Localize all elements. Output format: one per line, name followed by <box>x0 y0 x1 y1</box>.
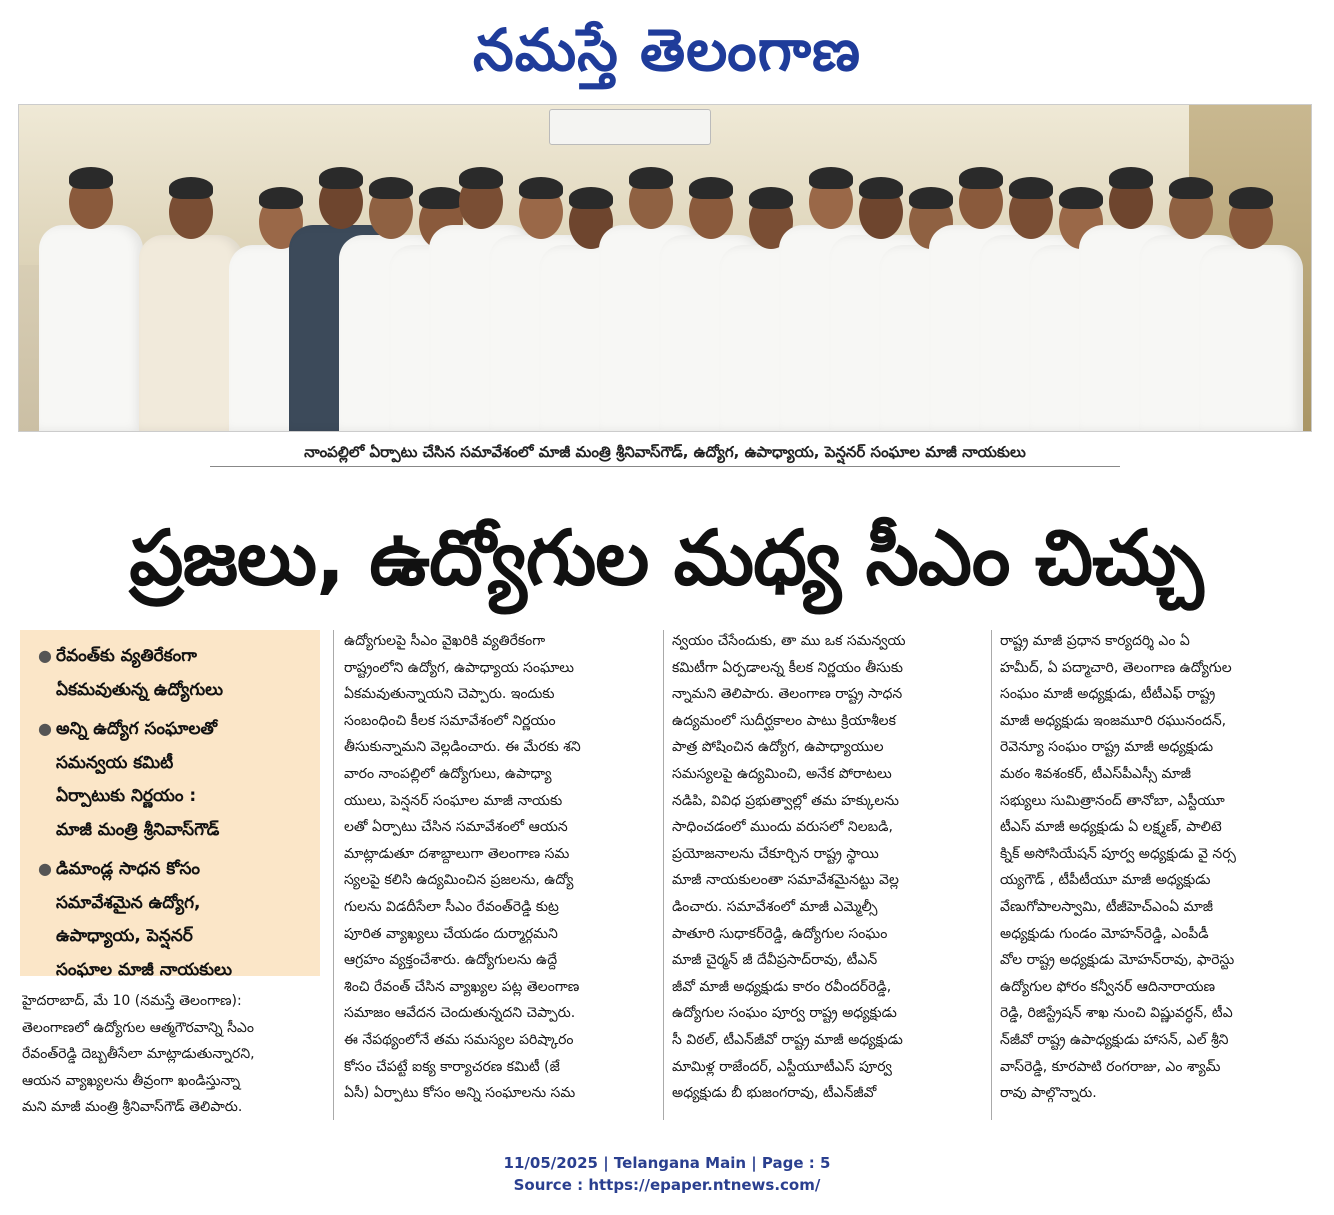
article-line: తీసుకున్నామని వెల్లడించారు. ఈ మేరకు శని <box>344 739 581 756</box>
person-hair <box>1229 187 1273 209</box>
group-photo <box>18 104 1312 432</box>
article-line: ఈ నేపథ్యంలోనే తమ సమస్యల పరిష్కారం <box>344 1031 574 1048</box>
article-line: పాత్ర పోషించిన ఉద్యోగ, ఉపాధ్యాయుల <box>672 739 884 756</box>
photo-caption: నాంపల్లిలో ఏర్పాటు చేసిన సమావేశంలో మాజీ మంత్రి శ్రీనివాస్‌గౌడ్, ఉద్యోగ, ఉపాధ్యాయ, పెన్షనర్ సంఘాల మాజీ నాయకులు <box>210 438 1120 467</box>
article-line: క్నిక్ అసోసియేషన్ పూర్వ అధ్యక్షుడు వై నర్స <box>1000 845 1236 862</box>
column-divider <box>663 630 664 1120</box>
article-line: వారం నాంపల్లిలో ఉద్యోగులు, ఉపాధ్యా <box>344 765 552 782</box>
highlight-line: సమన్వయ కమిటీ <box>56 752 174 773</box>
highlight-line: ఏకమవుతున్న ఉద్యోగులు <box>56 679 224 700</box>
person-hair <box>809 167 853 189</box>
highlight-line: అన్ని ఉద్యోగ సంఘాలతో <box>56 719 218 739</box>
article-line: సమస్యలపై ఉద్యమించి, అనేక పోరాటలు <box>672 765 892 782</box>
article-line: ఉద్యమంలో సుదీర్ఘకాలం పాటు క్రియాశీలక <box>672 712 896 729</box>
bullet-icon: ● <box>38 646 52 665</box>
article-column-3 <box>672 628 984 1107</box>
footer <box>0 1152 1334 1196</box>
article-line: సమాజం ఆవేదన చెందుతున్నదని చెప్పారు. <box>344 1005 576 1022</box>
article-line: టీఎస్ మాజీ అధ్యక్షుడు ఏ లక్ష్మణ్, పాలిటె <box>1000 819 1222 836</box>
article-line: జీవో మాజీ అధ్యక్షుడు కారం రవీందర్‌రెడ్డి, <box>672 978 892 995</box>
person-shirt <box>1199 245 1303 431</box>
person-hair <box>69 167 113 189</box>
article-line: స్యలపై కలిసి ఉద్యమించిన ప్రజలను, ఉద్యో <box>344 872 574 889</box>
article-line: లతో ఏర్పాటు చేసిన సమావేశంలో ఆయన <box>344 819 568 836</box>
article-line: న్‌జీవో రాష్ట్ర ఉపాధ్యక్షుడు హాసన్, ఎల్ శ్రీని <box>1000 1031 1229 1048</box>
article-line: అధ్యక్షుడు బీ భుజంగరావు, టీఎన్‌జీవో <box>672 1085 877 1102</box>
bullet-icon: ● <box>38 719 52 738</box>
person-shirt <box>139 235 243 431</box>
highlights-list <box>34 640 312 987</box>
masthead-title: నమస్తే తెలంగాణ <box>473 16 861 84</box>
article-line: మఠం శివశంకర్, టీఎస్‌పీఎస్సీ మాజీ <box>1000 765 1192 782</box>
highlight-line: డిమాండ్ల సాధన కోసం <box>56 859 201 879</box>
highlight-item <box>34 713 312 847</box>
highlight-line: సమావేశమైన ఉద్యోగ, <box>56 892 201 913</box>
article-column-4 <box>1000 628 1312 1107</box>
person-hair <box>569 187 613 209</box>
article-line: రెడ్డి, రిజిస్ట్రేషన్ శాఖ నుంచి విష్ణువర్ధన్, టీఎ <box>1000 1005 1233 1022</box>
article-line: మని మాజీ మంత్రి శ్రీనివాస్‌గౌడ్ తెలిపారు. <box>22 1099 243 1116</box>
article-line: ఉద్యోగుల సంఘం పూర్వ రాష్ట్ర అధ్యక్షుడు <box>672 1005 897 1022</box>
article-column-2 <box>344 628 654 1107</box>
person-hair <box>749 187 793 209</box>
column-divider <box>333 630 334 1120</box>
highlight-line: ఉపాధ్యాయ, పెన్షనర్ <box>56 926 193 946</box>
article-column-1 <box>22 988 322 1121</box>
person-hair <box>369 177 413 199</box>
person-hair <box>689 177 733 199</box>
highlight-item <box>34 640 312 707</box>
article-line: మామిళ్ల రాజేందర్, ఎస్టీయూటీఎస్ పూర్వ <box>672 1058 892 1075</box>
edition-line: 11/05/2025 | Telangana Main | Page : 5 <box>503 1154 831 1172</box>
person-hair <box>319 167 363 189</box>
person-hair <box>1009 177 1053 199</box>
source-line: Source : https://epaper.ntnews.com/ <box>513 1176 821 1194</box>
article-line: రాష్ట్ర మాజీ ప్రధాన కార్యదర్శి ఎం ఏ <box>1000 633 1190 649</box>
column-divider <box>991 630 992 1120</box>
article-line: యులు, పెన్షనర్ సంఘాల మాజీ నాయకు <box>344 792 563 809</box>
article-line: అధ్యక్షుడు గుండం మోహన్‌రెడ్డి, ఎంపీడీ <box>1000 925 1209 942</box>
article-line: రేవంత్‌రెడ్డి దెబ్బతీసేలా మాట్లాడుతున్నారని, <box>22 1046 255 1063</box>
article-line: న్వయం చేసేందుకు, తా ము ఒక సమన్వయ <box>672 633 906 649</box>
person-hair <box>459 167 503 189</box>
article-line: మాట్లాడుతూ దశాబ్దాలుగా తెలంగాణ సమ <box>344 845 570 862</box>
article-line: ఆగ్రహం వ్యక్తంచేశారు. ఉద్యోగులను ఉద్దే <box>344 952 558 969</box>
article-line: డించారు. సమావేశంలో మాజీ ఎమ్మెల్సీ <box>672 898 878 915</box>
article-line: ఏకమవుతున్నాయని చెప్పారు. ఇందుకు <box>344 686 555 703</box>
article-line: ఉద్యోగుల ఫోరం కన్వీనర్ ఆదినారాయణ <box>1000 978 1216 995</box>
article-line: వాస్‌రెడ్డి, కూరపాటి రంగరాజు, ఎం శ్యామ్ <box>1000 1058 1221 1075</box>
article-line: పూరిత వ్యాఖ్యలు చేయడం దుర్మార్గమని <box>344 925 558 942</box>
highlight-line: రేవంత్‌కు వ్యతిరేకంగా <box>56 646 197 666</box>
person-hair <box>169 177 213 199</box>
person-hair <box>859 177 903 199</box>
air-conditioner <box>549 109 711 145</box>
article-line: హమీద్, ఏ పద్మాచారి, తెలంగాణ ఉద్యోగుల <box>1000 659 1232 676</box>
article-line: ఉద్యోగులపై సీఎం వైఖరికి వ్యతిరేకంగా <box>344 633 546 649</box>
article-line: మాజీ అధ్యక్షుడు ఇంజమూరి రఘునందన్, <box>1000 712 1227 729</box>
article-line: య్యగౌడ్ , టీపీటీయూ మాజీ అధ్యక్షుడు <box>1000 872 1211 889</box>
article-line: కమిటీగా ఏర్పడాలన్న కీలక నిర్ణయం తీసుకు <box>672 659 904 676</box>
article-line: న్నామని తెలిపారు. తెలంగాణ రాష్ట్ర సాధన <box>672 686 903 703</box>
article-line: కోసం చేపట్టే ఐక్య కార్యాచరణ కమిటీ (జే <box>344 1058 560 1075</box>
article-line: మాజీ నాయకులంతా సమావేశమైనట్టు వెల్ల <box>672 872 899 889</box>
article-line: నడిపి, వివిధ ప్రభుత్వాల్లో తమ హక్కులను <box>672 792 899 809</box>
article-line: వోల రాష్ట్ర అధ్యక్షుడు మోహన్‌రావు, ఫారెస్టు <box>1000 952 1235 969</box>
person-hair <box>1059 187 1103 209</box>
person-hair <box>629 167 673 189</box>
article-line: శించి రేవంత్ చేసిన వ్యాఖ్యల పట్ల తెలంగాణ <box>344 978 580 995</box>
highlight-line: మాజీ మంత్రి శ్రీనివాస్‌గౌడ్ <box>56 819 220 840</box>
article-line: రాష్ట్రంలోని ఉద్యోగ, ఉపాధ్యాయ సంఘాలు <box>344 659 575 676</box>
article-line: రావు పాల్గొన్నారు. <box>1000 1085 1097 1102</box>
highlight-line: ఏర్పాటుకు నిర్ణయం : <box>56 786 197 806</box>
person-hair <box>1169 177 1213 199</box>
highlights-box <box>20 630 320 980</box>
article-line: ఏసీ) ఏర్పాటు కోసం అన్ని సంఘాలను సమ <box>344 1085 576 1102</box>
article-line: వేణుగోపాలస్వామి, టీజీహెచ్‌ఎంఏ మాజీ <box>1000 898 1214 915</box>
bullet-icon: ● <box>38 859 52 878</box>
article-line: మాజీ చైర్మన్ జీ దేవీప్రసాద్‌రావు, టీఎన్ <box>672 952 878 969</box>
highlight-item <box>34 853 312 987</box>
article-line: రెవెన్యూ సంఘం రాష్ట్ర మాజీ అధ్యక్షుడు <box>1000 739 1214 756</box>
person-hair <box>519 177 563 199</box>
article-line: తెలంగాణలో ఉద్యోగుల ఆత్మగౌరవాన్ని సీఎం <box>22 1019 254 1036</box>
article-line: సీ విఠల్, టీఎన్‌జీవో రాష్ట్ర మాజీ అధ్యక్షుడు <box>672 1031 903 1048</box>
article-line: ఆయన వ్యాఖ్యలను తీవ్రంగా ఖండిస్తున్నా <box>22 1072 241 1089</box>
article-line: సంబంధించి కీలక సమావేశంలో నిర్ణయం <box>344 712 556 729</box>
person-shirt <box>39 225 143 431</box>
person-hair <box>1109 167 1153 189</box>
person-hair <box>259 187 303 209</box>
article-line: సభ్యులు సుమిత్రానంద్ తానోబా, ఎస్టీయూ <box>1000 792 1225 809</box>
person-hair <box>419 187 463 209</box>
article-line: సంఘం మాజీ అధ్యక్షుడు, టీటీఎఫ్ రాష్ట్ర <box>1000 686 1216 703</box>
person-hair <box>909 187 953 209</box>
article-line: ప్రయోజనాలను చేకూర్చిన రాష్ట్ర స్థాయి <box>672 845 879 862</box>
headline: ప్రజలు, ఉద్యోగుల మధ్య సీఎం చిచ్చు <box>129 513 1203 602</box>
article-line: సాధించడంలో ముందు వరుసలో నిలబడి, <box>672 819 893 836</box>
article-line: హైదరాబాద్, మే 10 (నమస్తే తెలంగాణ): <box>22 993 242 1009</box>
article-line: గులను విడదీసేలా సీఎం రేవంత్‌రెడ్డి కుట్ర <box>344 898 559 915</box>
highlight-line: సంఘాల మాజీ నాయకులు <box>56 959 232 980</box>
person-hair <box>959 167 1003 189</box>
article-line: పాతూరి సుధాకర్‌రెడ్డి, ఉద్యోగుల సంఘం <box>672 925 888 942</box>
